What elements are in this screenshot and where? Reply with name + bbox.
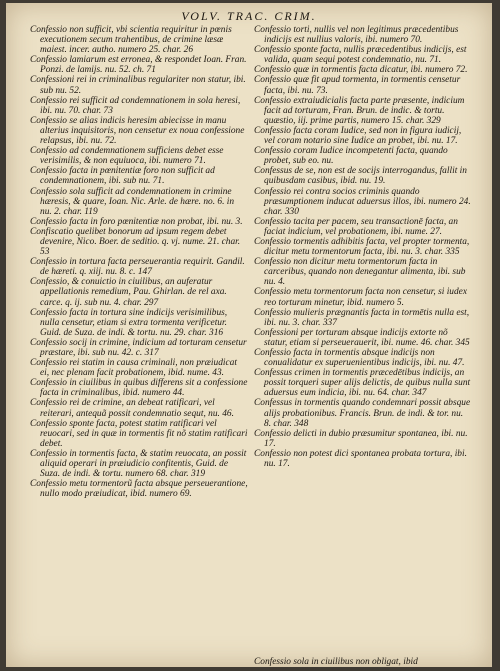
book-page bbox=[6, 3, 492, 667]
index-entry: Confessio in tortura facta perseuerantia requirit. Gandil. de hæreti. q. xiij. nu. 8. c. 147 bbox=[30, 257, 245, 278]
index-entry: Confessus in tormentis quando condemnari possit absque alijs probationibus. Francis. Brun. de indi. & tor. nu. 8. char. 348 bbox=[254, 398, 471, 429]
index-entry: Confessus de se, non est de socijs interrogandus, fallit in quibusdam casibus, ibid. nu. 19. bbox=[254, 166, 467, 187]
index-entry: Confessio facta in foro pœnitentiæ non probat, ibi. nu. 3. bbox=[30, 216, 243, 227]
index-entry: Confessio in ciuilibus in quibus differens sit a confessione facta in criminalibus, ibid. numero 44. bbox=[30, 378, 248, 399]
index-entry: Confessioni rei in criminalibus regulariter non statur, ibi. sub nu. 52. bbox=[30, 75, 246, 96]
index-entry: Confessio coram Iudice incompetenti facta, quando probet, sub eo. nu. bbox=[254, 146, 448, 167]
index-entry: Confessio ad condemnationem sufficiens debet esse verisimilis, & non equiuoca, ibi. numero 71. bbox=[30, 146, 224, 167]
index-entry: Confessio delicti in dubio præsumitur spontanea, ibi. nu. 17. bbox=[254, 428, 468, 449]
index-entry: Confessio quæ in tormentis facta dicatur, ibi. numero 72. bbox=[254, 65, 468, 76]
right-index-column bbox=[254, 25, 472, 469]
index-entry: Confessio metu tormentorum facta non censetur, si iudex reo torturam minetur, ibid. numero 5. bbox=[254, 287, 467, 308]
index-entry: Confessio rei statim in causa criminali, non præiudicat ei, nec plenam facit probationem, ibid. nume. 43. bbox=[30, 358, 237, 379]
index-entry: Confessio extraiudicialis facta parte præsente, indicium facit ad torturam, Fran. Brun. de indic. & tortu. quæstio, iij. prime partis, numero 15. char. 329 bbox=[254, 95, 465, 126]
index-entry: Confessio facta coram Iudice, sed non in figura iudicij, vel coram notario sine Iudice an probet, ibi. nu. 17. bbox=[254, 125, 462, 147]
index-entry: Confessio rei sufficit ad condemnationem in sola heresi, ibi. nu. 70. char. 73 bbox=[30, 95, 241, 116]
index-entry: Confessio socij in crimine, indicium ad torturam censetur præstare, ibi. sub nu. 42. c. 317 bbox=[30, 337, 247, 358]
index-entry: Confessio facta in tortura sine indicijs verisimilibus, nulla censetur, etiam si extra tormenta verificetur. Guid. de Suza. de indi. & tortu. nu. 29. char. 316 bbox=[30, 307, 228, 338]
left-index-column bbox=[30, 25, 248, 499]
index-entry: Confessio lamiarum est erronea, & respondet Ioan. Fran. Ponzi. de lamijs. nu. 52. ch. 71 bbox=[30, 55, 247, 76]
running-header: VOLV. TRAC. CRIM. bbox=[181, 9, 317, 23]
index-entry: Confessio torti, nullis vel non legitimus præcedentibus indicijs est nullius valoris, ibi. numero 70. bbox=[254, 25, 459, 46]
index-entry: Confessio quæ fit apud tormenta, in tormentis censetur facta, ibi. nu. 73. bbox=[254, 75, 461, 96]
index-entry: Confiscatio quelibet bonorum ad ipsum regem debet devenire, Nico. Boer. de seditio. q. vj. nume. 21. char. 53 bbox=[30, 226, 241, 258]
index-entry: Confessio sponte facta, potest statim ratificari vel reuocari, sed in quæ in tormentis fit nõ statim ratificari debet. bbox=[30, 418, 248, 449]
index-entry: Confessio metu tormentorũ facta absque perseuerantione, nullo modo præiudicat, ibid. numero 69. bbox=[30, 479, 248, 500]
index-entry: Confessio facta in tormentis absque indicijs non conualidatur ex superuenientibus indicijs, ibi. nu. 47. bbox=[254, 348, 465, 369]
index-entry: Confessio in tormentis facta, & statim reuocata, an possit aliquid operari in præiudicio confitentis, Guid. de Suza. de indi. & tortu. numero 68. char. 319 bbox=[30, 448, 247, 480]
index-entry: Confessio non potest dici spontanea probata tortura, ibi. nu. 17. bbox=[254, 448, 467, 470]
index-entry: Confessio non sufficit, vbi scientia requiritur in pœnis executionem secum trahentibus, de crimine læsæ maiest. incer. autho. numero 25. char. 26 bbox=[30, 25, 232, 56]
index-entry: Confessio se alias indicis heresim abiecisse in manu alterius inquisitoris, non censetur ex noua confessione relapsus, ibi. nu. 72. bbox=[30, 115, 245, 147]
index-entry: Confessio facta in pœnitentiæ foro non sufficit ad condemnationem, ibi. sub nu. 71. bbox=[30, 166, 215, 187]
index-entry: Confessus crimen in tormentis præcedētibus indicijs, an possit torqueri super alijs delictis, de quibus nulla sunt aduersus eum indicia, ibi. nu. 64. char. 347 bbox=[254, 368, 471, 399]
index-entry: Confessio non dicitur metu tormentorum facta in carceribus, quando non denegantur alimenta, ibi. sub nu. 4. bbox=[254, 257, 466, 288]
index-entry: Confessioni per torturam absque indicijs extorte nõ statur, etiam si perseuerauerit, ibi. nume. 46. char. 345 bbox=[254, 327, 470, 348]
index-entry: Confessio sponte facta, nullis præcedentibus indicijs, est valida, quam sequi potest condemnatio, nu. 71. bbox=[254, 45, 467, 66]
index-entry: Confessio tacita per pacem, seu transactionē facta, an faciat indicium, vel probationem, ibi. nume. 27. bbox=[254, 216, 458, 237]
index-entry: Confessio sola sufficit ad condemnationem in crimine hæresis, & quare, Ioan. Nic. Arle. de hære. no. 6. in nu. 2. char. 119 bbox=[30, 186, 235, 217]
index-entry: Confessio, & conuictio in ciuilibus, an auferatur appellationis remedium, Pau. Ghirlan. de rel axa. carce. q. ij. sub nu. 4. char. 297 bbox=[30, 277, 227, 308]
index-entry: Confessio rei contra socios criminis quando præsumptionem inducat aduersus illos, ibi. numero 24. char. 330 bbox=[254, 186, 471, 217]
last-entry-line: Confessio sola in ciuilibus non obligat, ibid bbox=[254, 657, 418, 667]
index-entry: Confessio tormentis adhibitis facta, vel propter tormenta, dicitur metu tormentorum facta, ibi. nu. 3. char. 335 bbox=[254, 236, 470, 258]
index-entry: Confessio rei de crimine, an debeat ratificari, vel reiterari, antequã possit condemnatio sequt, nu. 46. bbox=[30, 398, 234, 419]
index-entry: Confessio mulieris prægnantis facta in tormētis nulla est, ibi. nu. 3. char. 337 bbox=[254, 307, 470, 328]
